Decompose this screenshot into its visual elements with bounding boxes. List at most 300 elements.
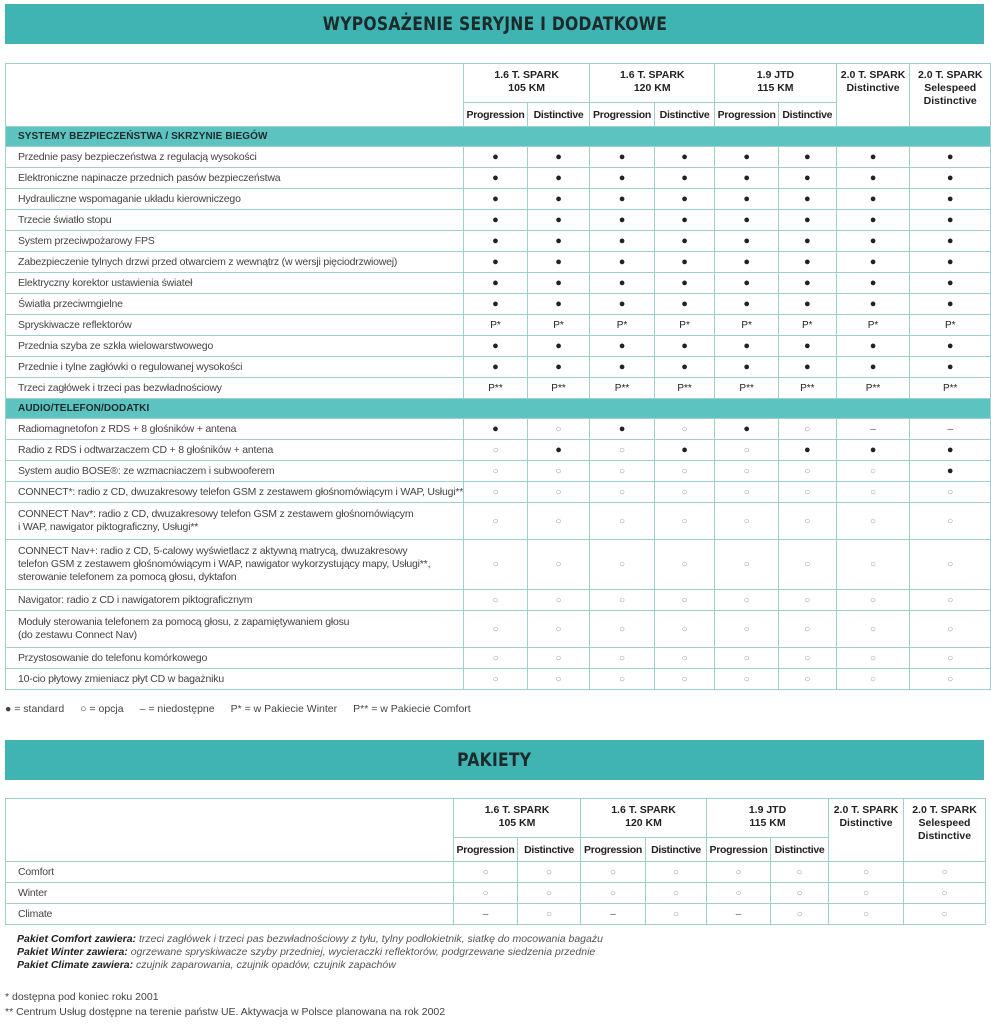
value-cell: ● [910,440,991,461]
package-note-text: czujnik zaparowania, czujnik opadów, czujnik zapachów [133,959,396,971]
value-cell: ● [654,231,714,252]
value-cell: ○ [464,503,528,540]
value-cell: P** [779,378,837,399]
legend-item: – = niedostępne [139,703,215,715]
model-line1: 2.0 T. SPARK [912,804,977,816]
table-row [6,611,991,648]
packages-banner [5,740,984,780]
value-cell: ● [590,357,655,378]
value-cell: ● [590,252,655,273]
value-cell: ○ [654,482,714,503]
value-cell: ○ [654,611,714,648]
value-cell: ● [779,210,837,231]
value-cell: ● [464,273,528,294]
value-cell: ● [654,252,714,273]
value-cell: ● [715,189,779,210]
value-cell: P** [836,378,910,399]
value-cell: P* [836,315,910,336]
value-cell: ○ [464,590,528,611]
table-row [6,231,991,252]
value-cell: ● [590,210,655,231]
value-cell: ○ [654,419,714,440]
table-row [6,336,991,357]
value-cell: ○ [464,669,528,690]
value-cell: ○ [654,540,714,590]
version-header: Distinctive [654,103,714,127]
feature-label: Radiomagnetofon z RDS + 8 głośników + antena [6,419,464,440]
value-cell: ● [654,336,714,357]
value-cell: ● [654,189,714,210]
value-cell: ○ [836,669,910,690]
value-cell: ● [654,273,714,294]
version-header: Distinctive [779,103,837,127]
model-line1: 2.0 T. SPARK [833,804,899,816]
packages-table [5,798,986,925]
value-cell: ○ [590,669,655,690]
feature-label: CONNECT Nav*: radio z CD, dwuzakresowy telefon GSM z zestawem głośnomówiącym i WAP, nawigator piktograficzny, Usługi** [6,503,464,540]
value-cell: ● [464,147,528,168]
value-cell: ○ [910,648,991,669]
value-cell: ○ [715,461,779,482]
table-row [6,357,991,378]
value-cell: ○ [654,648,714,669]
version-header: Distinctive [518,838,581,862]
value-cell: ○ [646,862,707,883]
footnote: * dostępna pod koniec roku 2001 [5,991,159,1003]
value-cell: ● [527,168,589,189]
value-cell: ● [464,189,528,210]
legend-item: P** = w Pakiecie Comfort [353,703,471,715]
value-cell: ● [910,210,991,231]
value-cell: – [910,419,991,440]
package-note-text: trzeci zagłówek i trzeci pas bezwładnościowy z tyłu, tylny podłokietnik, siatkę do mocowania bagażu [136,933,603,945]
value-cell: ● [715,168,779,189]
value-cell: ○ [779,503,837,540]
value-cell: ○ [518,862,581,883]
value-cell: ○ [464,440,528,461]
table-row [6,540,991,590]
value-cell: P** [590,378,655,399]
value-cell: ○ [646,883,707,904]
value-cell: ● [715,336,779,357]
value-cell: ● [910,231,991,252]
model-header [707,799,829,838]
table-row [6,273,991,294]
value-cell: P* [590,315,655,336]
feature-label: Navigator: radio z CD i nawigatorem piktograficznym [6,590,464,611]
value-cell: ● [715,294,779,315]
value-cell: ○ [779,461,837,482]
value-cell: ● [527,252,589,273]
model-power: 115 KM [749,817,786,829]
value-cell: ● [590,294,655,315]
value-cell: ○ [464,648,528,669]
value-cell: ○ [654,503,714,540]
value-cell: ● [910,147,991,168]
value-cell: ● [654,357,714,378]
value-cell: ● [779,168,837,189]
model-line2: Distinctive [846,82,900,94]
value-cell: ● [715,231,779,252]
value-cell: ● [910,189,991,210]
value-cell: ○ [464,611,528,648]
value-cell: ● [527,210,589,231]
model-header [464,64,590,103]
table-row [6,461,991,482]
feature-label: Trzeci zagłówek i trzeci pas bezwładnościowy [6,378,464,399]
value-cell: ○ [590,540,655,590]
value-cell: ○ [771,883,829,904]
table-row [6,904,986,925]
value-cell: ● [590,231,655,252]
model-line3: Distinctive [923,95,977,107]
value-cell: ● [779,294,837,315]
value-cell: ● [527,189,589,210]
feature-label: Elektroniczne napinacze przednich pasów bezpieczeństwa [6,168,464,189]
value-cell: ○ [910,482,991,503]
value-cell: ○ [836,590,910,611]
value-cell: ● [836,336,910,357]
value-cell: ○ [527,669,589,690]
feature-label: Moduły sterowania telefonem za pomocą głosu, z zapamiętywaniem głosu (do zestawu Connect Nav) [6,611,464,648]
value-cell: ● [910,336,991,357]
legend-item: P* = w Pakiecie Winter [230,703,338,715]
version-header: Progression [590,103,655,127]
value-cell: ○ [779,482,837,503]
value-cell: ● [715,252,779,273]
table-row [6,862,986,883]
value-cell: ● [590,336,655,357]
equipment-title: WYPOSAŻENIE SERYJNE I DODATKOWE [322,13,667,35]
feature-label: Światła przeciwmgielne [6,294,464,315]
value-cell: ● [779,189,837,210]
package-note-name: Pakiet Comfort zawiera: [17,933,137,945]
model-power: 105 KM [498,817,536,829]
value-cell: ○ [715,648,779,669]
value-cell: ● [654,168,714,189]
model-header [904,799,986,862]
version-header: Distinctive [646,838,707,862]
package-note [17,933,603,946]
value-cell: P** [464,378,528,399]
model-line1: 2.0 T. SPARK [917,69,983,81]
value-cell: ● [836,168,910,189]
package-label: Winter [6,883,454,904]
footnotes [5,990,445,1020]
model-power: 120 KM [633,82,671,94]
value-cell: ● [527,147,589,168]
value-cell: P* [654,315,714,336]
value-cell: ○ [829,862,904,883]
feature-label: 10-cio płytowy zmieniacz płyt CD w bagażniku [6,669,464,690]
version-header: Distinctive [527,103,589,127]
value-cell: ● [779,252,837,273]
value-cell: ○ [904,862,986,883]
value-cell: ○ [715,611,779,648]
equipment-table [5,63,991,690]
value-cell: ○ [836,482,910,503]
value-cell: ○ [454,883,518,904]
model-header [590,64,715,103]
value-cell: ● [779,147,837,168]
value-cell: ● [836,189,910,210]
value-cell: ○ [779,419,837,440]
feature-label: CONNECT*: radio z CD, dwuzakresowy telefon GSM z zestawem głośnomówiącym i WAP, Usługi** [6,482,464,503]
model-header [581,799,707,838]
value-cell: ● [910,273,991,294]
value-cell: ● [464,168,528,189]
value-cell: ● [836,147,910,168]
packages-title: PAKIETY [457,749,532,771]
value-cell: ● [590,419,655,440]
value-cell: ● [654,294,714,315]
value-cell: ○ [779,648,837,669]
value-cell: P* [910,315,991,336]
value-cell: ● [779,440,837,461]
value-cell: ● [910,357,991,378]
value-cell: ○ [590,503,655,540]
value-cell: ● [836,273,910,294]
model-line2: Selespeed [918,817,971,829]
header-corner [6,64,464,127]
feature-label: Przednie pasy bezpieczeństwa z regulacją wysokości [6,147,464,168]
value-cell: ● [590,147,655,168]
value-cell: ● [464,294,528,315]
version-header: Distinctive [771,838,829,862]
value-cell: ○ [527,590,589,611]
section-header: SYSTEMY BEZPIECZEŃSTWA / SKRZYNIE BIEGÓW [6,127,991,147]
value-cell: ● [836,252,910,273]
value-cell: ● [715,357,779,378]
value-cell: ● [464,252,528,273]
value-cell: ● [654,210,714,231]
model-line3: Distinctive [917,830,972,842]
value-cell: ○ [715,669,779,690]
value-cell: ● [590,273,655,294]
value-cell: ○ [590,461,655,482]
value-cell: ○ [910,540,991,590]
value-cell: ○ [527,540,589,590]
value-cell: ○ [715,482,779,503]
table-row [6,147,991,168]
model-line2: Selespeed [924,82,977,94]
value-cell: ● [527,231,589,252]
model-power: 120 KM [625,817,662,829]
value-cell: ○ [527,648,589,669]
value-cell: P** [527,378,589,399]
value-cell: ● [527,440,589,461]
value-cell: ● [836,294,910,315]
value-cell: ● [527,294,589,315]
value-cell: ○ [654,669,714,690]
value-cell: ● [464,336,528,357]
model-name: 1.6 T. SPARK [484,804,550,816]
value-cell: ○ [715,440,779,461]
version-header: Progression [581,838,646,862]
value-cell: ○ [590,590,655,611]
value-cell: ○ [581,862,646,883]
version-header: Progression [715,103,779,127]
feature-label: Radio z RDS i odtwarzaczem CD + 8 głośników + antena [6,440,464,461]
value-cell: ○ [646,904,707,925]
model-header [910,64,991,127]
value-cell: ○ [464,461,528,482]
value-cell: ● [836,440,910,461]
value-cell: ○ [836,461,910,482]
feature-label: Przednia szyba ze szkła wielowarstwowego [6,336,464,357]
value-cell: ● [527,336,589,357]
package-label: Climate [6,904,454,925]
package-label: Comfort [6,862,454,883]
value-cell: ○ [771,904,829,925]
value-cell: ○ [527,611,589,648]
value-cell: ○ [464,540,528,590]
value-cell: ○ [829,883,904,904]
value-cell: ○ [779,590,837,611]
value-cell: ● [654,440,714,461]
value-cell: ● [715,273,779,294]
model-power: 115 KM [757,82,794,94]
model-name: 1.6 T. SPARK [619,69,685,81]
value-cell: ○ [771,862,829,883]
footnote: ** Centrum Usług dostępne na terenie państw UE. Aktywacja w Polsce planowana na rok 2002 [5,1006,446,1018]
value-cell: ● [779,336,837,357]
legend-item: ○ = opcja [80,703,124,715]
table-row [6,210,991,231]
feature-label: Przednie i tylne zagłówki o regulowanej wysokości [6,357,464,378]
table-row [6,419,991,440]
value-cell: P* [464,315,528,336]
value-cell: ○ [904,904,986,925]
table-row [6,883,986,904]
table-row [6,590,991,611]
table-row [6,648,991,669]
value-cell: ○ [779,611,837,648]
value-cell: ● [654,147,714,168]
feature-label: System przeciwpożarowy FPS [6,231,464,252]
value-cell: P* [779,315,837,336]
value-cell: ○ [590,440,655,461]
value-cell: ○ [518,883,581,904]
value-cell: ● [527,357,589,378]
table-row [6,482,991,503]
value-cell: ● [910,168,991,189]
value-cell: ○ [654,461,714,482]
model-name: 1.9 JTD [748,804,787,816]
value-cell: ○ [779,669,837,690]
version-header: Progression [454,838,518,862]
value-cell: ○ [836,540,910,590]
feature-label: Hydrauliczne wspomaganie układu kierowniczego [6,189,464,210]
value-cell: ○ [715,590,779,611]
value-cell: ○ [527,419,589,440]
model-header [715,64,836,103]
value-cell: P* [715,315,779,336]
value-cell: ○ [707,862,771,883]
value-cell: ● [464,210,528,231]
model-line1: 2.0 T. SPARK [840,69,906,81]
value-cell: ○ [715,503,779,540]
package-note-name: Pakiet Winter zawiera: [17,946,128,958]
table-row [6,168,991,189]
value-cell: ● [779,273,837,294]
model-name: 1.6 T. SPARK [611,804,676,816]
value-cell: ○ [527,503,589,540]
value-cell: – [707,904,771,925]
value-cell: – [581,904,646,925]
model-header [836,64,910,127]
value-cell: ○ [654,590,714,611]
value-cell: ○ [904,883,986,904]
header-corner [6,799,454,862]
value-cell: ○ [527,461,589,482]
feature-label: CONNECT Nav+: radio z CD, 5-calowy wyświetlacz z aktywną matrycą, dwuzakresowy telefon GSM z zestawem głośnomówiącym i WAP, nawigator wykorzystujący mapy, Usługi**, sterowanie telefonem za pomocą głosu, dyktafon [6,540,464,590]
value-cell: ○ [581,883,646,904]
value-cell: ○ [454,862,518,883]
value-cell: ○ [910,611,991,648]
value-cell: ● [779,357,837,378]
table-row [6,315,991,336]
model-line2: Distinctive [839,817,893,829]
value-cell: ● [464,419,528,440]
value-cell: ○ [518,904,581,925]
value-cell: ○ [464,482,528,503]
value-cell: ● [715,147,779,168]
value-cell: ● [715,419,779,440]
value-cell: – [836,419,910,440]
value-cell: ● [527,273,589,294]
value-cell: ● [464,357,528,378]
version-header: Progression [707,838,771,862]
value-cell: ○ [707,883,771,904]
table-row [6,294,991,315]
value-cell: ○ [836,648,910,669]
feature-label: Trzecie światło stopu [6,210,464,231]
table-row [6,669,991,690]
package-note-name: Pakiet Climate zawiera: [17,959,134,971]
model-power: 105 KM [508,82,546,94]
package-note-text: ogrzewane spryskiwacze szyby przedniej, wycieraczki reflektorów, podgrzewane siedzenia przednie [127,946,596,958]
value-cell: ○ [527,482,589,503]
value-cell: P** [910,378,991,399]
model-name: 1.9 JTD [756,69,795,81]
table-row [6,440,991,461]
equipment-banner [5,4,984,44]
value-cell: ● [910,294,991,315]
model-header [454,799,581,838]
feature-label: System audio BOSE®: ze wzmacniaczem i subwooferem [6,461,464,482]
feature-label: Elektryczny korektor ustawienia świateł [6,273,464,294]
value-cell: ● [836,231,910,252]
value-cell: P** [654,378,714,399]
package-note [17,946,603,959]
value-cell: ● [910,461,991,482]
value-cell: ○ [836,611,910,648]
table-row [6,252,991,273]
value-cell: ○ [910,590,991,611]
value-cell: ● [910,252,991,273]
value-cell: ● [715,210,779,231]
value-cell: ○ [910,669,991,690]
value-cell: ● [590,168,655,189]
value-cell: ● [836,210,910,231]
value-cell: – [454,904,518,925]
feature-label: Spryskiwacze reflektorów [6,315,464,336]
legend [5,703,487,715]
value-cell: ○ [590,482,655,503]
version-header: Progression [464,103,528,127]
package-notes [17,933,603,972]
